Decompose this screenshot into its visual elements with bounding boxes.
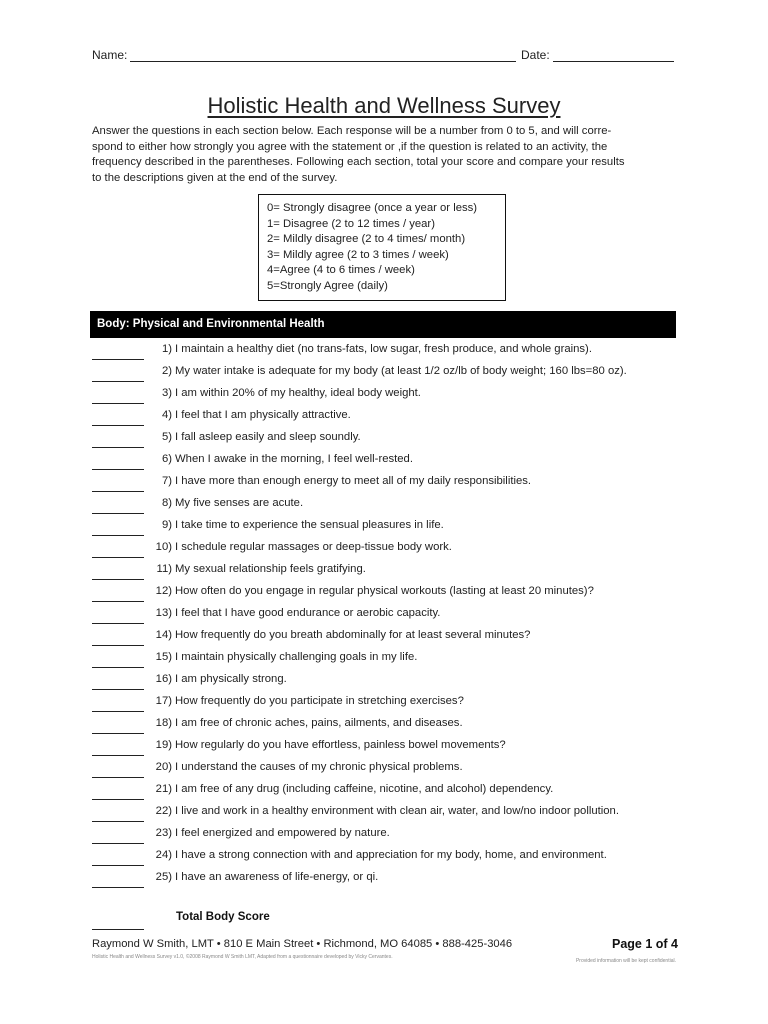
question-number: 3): [161, 387, 172, 399]
question-text: How regularly do you have effortless, painless bowel movements?: [175, 739, 506, 751]
scale-legend: [258, 194, 506, 301]
question-number: 5): [161, 431, 172, 443]
question-number: 16): [155, 673, 172, 685]
question-number: 8): [161, 497, 172, 509]
answer-blank[interactable]: [92, 623, 144, 624]
intro-line: Answer the questions in each section below. Each response will be a number from 0 to 5, and will corre-: [92, 125, 612, 137]
scale-item: 0= Strongly disagree (once a year or less): [267, 202, 478, 214]
question-text: How frequently do you participate in stretching exercises?: [175, 695, 464, 707]
question-row: [0, 430, 768, 452]
question-row: [0, 540, 768, 562]
question-number: 7): [161, 475, 172, 487]
answer-blank[interactable]: [92, 711, 144, 712]
question-number: 11): [156, 563, 172, 575]
question-number: 12): [155, 585, 172, 597]
question-row: [0, 804, 768, 826]
question-text: I fall asleep easily and sleep soundly.: [175, 431, 361, 443]
total-score-blank[interactable]: [92, 929, 144, 930]
question-text: I feel that I am physically attractive.: [175, 409, 351, 421]
date-label: Date:: [521, 48, 550, 62]
question-text: I have a strong connection with and appreciation for my body, home, and environment.: [175, 849, 607, 861]
section-header: Body: Physical and Environmental Health: [90, 311, 676, 338]
question-text: When I awake in the morning, I feel well-rested.: [175, 453, 413, 465]
question-text: How frequently do you breath abdominally for at least several minutes?: [175, 629, 531, 641]
question-text: I feel that I have good endurance or aerobic capacity.: [175, 607, 441, 619]
question-number: 20): [155, 761, 172, 773]
question-text: I am free of any drug (including caffeine, nicotine, and alcohol) dependency.: [175, 783, 554, 795]
question-text: I am within 20% of my healthy, ideal body weight.: [175, 387, 421, 399]
question-number: 14): [155, 629, 172, 641]
name-field[interactable]: [130, 61, 516, 62]
page-number: Page 1 of 4: [612, 937, 678, 951]
answer-blank[interactable]: [92, 799, 144, 800]
answer-blank[interactable]: [92, 359, 144, 360]
question-row: [0, 386, 768, 408]
name-label: Name:: [92, 48, 128, 62]
question-row: [0, 474, 768, 496]
question-number: 10): [155, 541, 172, 553]
question-list: [0, 342, 768, 892]
question-row: [0, 452, 768, 474]
question-row: [0, 408, 768, 430]
question-number: 13): [155, 607, 172, 619]
answer-blank[interactable]: [92, 865, 144, 866]
question-text: I have more than enough energy to meet all of my daily responsibilities.: [175, 475, 532, 487]
answer-blank[interactable]: [92, 579, 144, 580]
question-number: 19): [155, 739, 172, 751]
copyright-note: Holistic Health and Wellness Survey v1.0, ©2008 Raymond W Smith LMT, Adapted from a questionnaire developed by Vicky Cervantes.: [92, 954, 393, 960]
answer-blank[interactable]: [92, 645, 144, 646]
confidentiality-note: Provided information will be kept confidential.: [575, 958, 676, 964]
answer-blank[interactable]: [92, 425, 144, 426]
answer-blank[interactable]: [92, 733, 144, 734]
question-row: [0, 760, 768, 782]
scale-item: 2= Mildly disagree (2 to 4 times/ month): [267, 233, 466, 245]
question-number: 23): [155, 827, 172, 839]
question-text: I have an awareness of life-energy, or qi.: [175, 871, 379, 883]
answer-blank[interactable]: [92, 513, 144, 514]
question-text: I live and work in a healthy environment with clean air, water, and low/no indoor pollution.: [175, 805, 619, 817]
question-row: [0, 826, 768, 848]
answer-blank[interactable]: [92, 469, 144, 470]
question-text: I maintain a healthy diet (no trans-fats, low sugar, fresh produce, and whole grains).: [175, 343, 592, 355]
answer-blank[interactable]: [92, 821, 144, 822]
question-text: My five senses are acute.: [175, 497, 304, 509]
question-row: [0, 518, 768, 540]
answer-blank[interactable]: [92, 601, 144, 602]
answer-blank[interactable]: [92, 403, 144, 404]
question-text: I am free of chronic aches, pains, ailments, and diseases.: [175, 717, 463, 729]
question-text: I am physically strong.: [175, 673, 287, 685]
question-number: 1): [161, 343, 172, 355]
question-row: [0, 364, 768, 386]
scale-item: 5=Strongly Agree (daily): [267, 279, 388, 292]
answer-blank[interactable]: [92, 667, 144, 668]
total-score-label: Total Body Score: [176, 911, 270, 923]
question-row: [0, 606, 768, 628]
question-row: [0, 870, 768, 892]
page-title: Holistic Health and Wellness Survey: [207, 93, 561, 118]
scale-item: 4=Agree (4 to 6 times / week): [267, 264, 415, 276]
answer-blank[interactable]: [92, 447, 144, 448]
scale-item: 1= Disagree (2 to 12 times / year): [267, 217, 435, 230]
question-row: [0, 672, 768, 694]
answer-blank[interactable]: [92, 381, 144, 382]
intro-line: spond to either how strongly you agree with the statement or ,if the question is related to an activity, the: [92, 140, 608, 153]
question-text: How often do you engage in regular physical workouts (lasting at least 20 minutes)?: [175, 585, 594, 597]
intro-line: frequency described in the parentheses. Following each section, total your score and compare your results: [92, 156, 625, 168]
question-text: I understand the causes of my chronic physical problems.: [175, 761, 463, 773]
answer-blank[interactable]: [92, 887, 144, 888]
footer-contact: Raymond W Smith, LMT • 810 E Main Street • Richmond, MO 64085 • 888-425-3046: [92, 938, 513, 950]
question-number: 24): [155, 849, 172, 861]
question-text: I maintain physically challenging goals in my life.: [175, 651, 418, 663]
question-row: [0, 562, 768, 584]
question-number: 18): [155, 717, 172, 729]
answer-blank[interactable]: [92, 755, 144, 756]
question-row: [0, 848, 768, 870]
question-number: 22): [155, 805, 172, 817]
date-field[interactable]: [553, 61, 674, 62]
answer-blank[interactable]: [92, 777, 144, 778]
answer-blank[interactable]: [92, 535, 144, 536]
intro-paragraph: [92, 124, 682, 186]
scale-item: 3= Mildly agree (2 to 3 times / week): [267, 248, 449, 261]
question-row: [0, 716, 768, 738]
question-text: I feel energized and empowered by nature.: [175, 827, 390, 839]
question-row: [0, 738, 768, 760]
question-number: 17): [155, 695, 172, 707]
question-number: 4): [161, 409, 172, 421]
question-row: [0, 782, 768, 804]
intro-line: to the descriptions given at the end of the survey.: [92, 171, 338, 184]
question-row: [0, 650, 768, 672]
question-number: 25): [155, 871, 172, 883]
answer-blank[interactable]: [92, 843, 144, 844]
question-number: 2): [161, 365, 172, 377]
question-text: I take time to experience the sensual pleasures in life.: [175, 519, 444, 531]
question-number: 6): [161, 453, 172, 465]
question-row: [0, 496, 768, 518]
question-number: 9): [161, 519, 172, 531]
answer-blank[interactable]: [92, 689, 144, 690]
question-row: [0, 694, 768, 716]
question-row: [0, 628, 768, 650]
answer-blank[interactable]: [92, 491, 144, 492]
question-row: [0, 584, 768, 606]
question-number: 15): [155, 651, 172, 663]
question-text: I schedule regular massages or deep-tissue body work.: [175, 541, 452, 553]
question-text: My sexual relationship feels gratifying.: [175, 563, 366, 575]
answer-blank[interactable]: [92, 557, 144, 558]
question-text: My water intake is adequate for my body (at least 1/2 oz/lb of body weight; 160 lbs=80 oz).: [175, 365, 627, 377]
question-number: 21): [155, 783, 172, 795]
question-row: [0, 342, 768, 364]
